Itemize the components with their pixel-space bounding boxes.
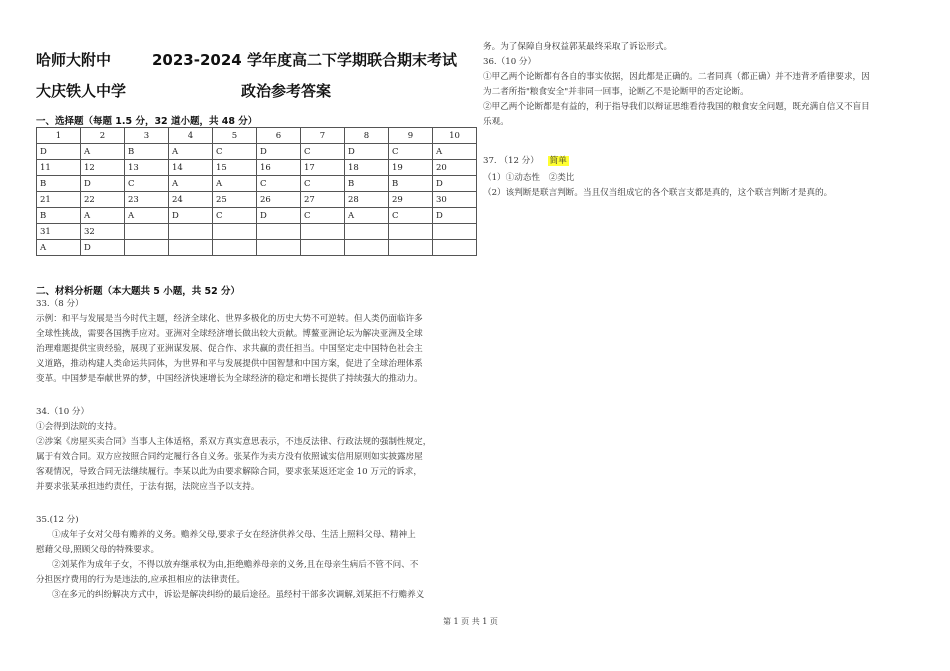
answer-cell	[345, 240, 389, 256]
q37-line1: （1）①动态性 ②类比	[483, 173, 575, 183]
question-number-cell: 10	[433, 128, 477, 144]
q35-line: ①成年子女对父母有赡养的义务。赡养父母,要求子女在经济供养父母、生活上照料父母、精神上	[52, 530, 416, 540]
q34-line: ②涉案《房屋买卖合同》当事人主体适格，系双方真实意思表示，不违反法律、行政法规的强制性规定，	[36, 437, 432, 447]
answer-cell	[213, 240, 257, 256]
question-number-cell: 3	[125, 128, 169, 144]
answer-cell	[389, 240, 433, 256]
answer-cell: B	[345, 176, 389, 192]
q37-header	[483, 154, 832, 169]
question-number-cell: 29	[389, 192, 433, 208]
question-number-cell: 2	[81, 128, 125, 144]
answer-row	[37, 208, 477, 224]
answer-cell: B	[125, 144, 169, 160]
question-number-cell: 15	[213, 160, 257, 176]
question-number-cell: 31	[37, 224, 81, 240]
question-number-cell: 4	[169, 128, 213, 144]
question-number-cell	[389, 224, 433, 240]
q37-line2: （2）该判断是联言判断。当且仅当组成它的各个联言支都是真的，这个联言判断才是真的。	[483, 188, 833, 198]
question-number-cell: 6	[257, 128, 301, 144]
question-number-cell: 18	[345, 160, 389, 176]
q36-line: 为二者所指"粮食安全"并非同一回事，论断乙不是论断甲的否定论断。	[483, 87, 749, 97]
q35-label: 35.(12 分)	[36, 515, 79, 525]
answer-cell: B	[37, 208, 81, 224]
answer-cell: C	[213, 144, 257, 160]
answer-cell: D	[81, 240, 125, 256]
answer-cell	[125, 240, 169, 256]
question-number-row	[37, 192, 477, 208]
q33-line: 治理难题提供宝贵经验，展现了亚洲谋发展、促合作、求共赢的责任担当。中国坚定走中国特色社会主	[36, 344, 423, 354]
q36-line: 乐观。	[483, 117, 509, 127]
answer-cell: C	[257, 176, 301, 192]
answer-cell: A	[169, 176, 213, 192]
question-number-cell	[433, 224, 477, 240]
q34-line: ①会得到法院的支持。	[36, 422, 122, 432]
answer-cell: B	[37, 176, 81, 192]
q37-label: 37. （12 分）	[483, 156, 539, 166]
answer-row	[37, 144, 477, 160]
question-number-cell	[169, 224, 213, 240]
q35-line: ②刘某作为成年子女，不得以放弃继承权为由,拒绝赡养母亲的义务,且在母亲生病后不管不问、不	[52, 560, 419, 570]
q33-line: 全球性挑战，需要各国携手应对。亚洲对全球经济增长做出较大贡献。博鳌亚洲论坛为解决亚洲及全球	[36, 329, 423, 339]
q33-line: 义道路，推动构建人类命运共同体，为世界和平与发展提供中国智慧和中国方案，促进了全球治理体系	[36, 359, 423, 369]
question-number-cell: 30	[433, 192, 477, 208]
question-number-cell: 12	[81, 160, 125, 176]
q35-continuation: 务。为了保障自身权益郭某最终采取了诉讼形式。	[483, 42, 673, 52]
question-number-cell	[301, 224, 345, 240]
question-number-cell: 1	[37, 128, 81, 144]
question-number-cell	[125, 224, 169, 240]
answer-subtitle: 政治参考答案	[241, 82, 332, 100]
question-number-cell: 25	[213, 192, 257, 208]
answer-cell: D	[257, 208, 301, 224]
question-number-cell: 17	[301, 160, 345, 176]
answer-cell: A	[125, 208, 169, 224]
answer-cell: C	[301, 144, 345, 160]
q35-block	[36, 513, 424, 603]
answer-cell: C	[389, 144, 433, 160]
answer-cell: C	[213, 208, 257, 224]
answer-cell	[169, 240, 213, 256]
question-number-cell: 16	[257, 160, 301, 176]
q34-block	[36, 405, 431, 495]
question-number-cell	[257, 224, 301, 240]
answer-cell	[433, 240, 477, 256]
answer-cell: A	[81, 208, 125, 224]
answer-cell: C	[301, 176, 345, 192]
q35-line: 分担医疗费用的行为是违法的,应承担相应的法律责任。	[36, 575, 245, 585]
question-number-cell: 13	[125, 160, 169, 176]
question-number-cell: 7	[301, 128, 345, 144]
q36-line: ①甲乙两个论断都有各自的事实依据，因此都是正确的。二者同真（都正确）并不违背矛盾律要求，因	[483, 72, 870, 82]
answer-cell	[301, 240, 345, 256]
answer-cell: D	[257, 144, 301, 160]
q37-block	[483, 154, 832, 201]
answer-cell	[257, 240, 301, 256]
answer-cell: A	[81, 144, 125, 160]
answer-cell: C	[125, 176, 169, 192]
question-number-cell: 19	[389, 160, 433, 176]
answer-cell: A	[169, 144, 213, 160]
q33-line: 变革。中国梦是奉献世界的梦，中国经济快速增长为全球经济的稳定和增长提供了持续强大的推动力。	[36, 374, 423, 384]
answer-cell: A	[37, 240, 81, 256]
page-footer: 第 1 页 共 1 页	[443, 617, 498, 626]
answer-cell: D	[37, 144, 81, 160]
q34-line: 属于有效合同。双方应按照合同约定履行各自义务。张某作为卖方没有依照诚实信用原则如实披露房屋	[36, 452, 423, 462]
q34-label: 34.（10 分）	[36, 407, 90, 417]
answer-cell: A	[433, 144, 477, 160]
q33-line: 示例：和平与发展是当今时代主题，经济全球化、世界多极化的历史大势不可逆转。但人类仍面临许多	[36, 314, 423, 324]
answer-cell: D	[169, 208, 213, 224]
answer-cell: C	[301, 208, 345, 224]
answer-table	[36, 127, 477, 256]
answer-cell: C	[389, 208, 433, 224]
exam-title: 2023-2024 学年度高二下学期联合期末考试	[152, 51, 457, 69]
answer-cell: A	[345, 208, 389, 224]
answer-cell: D	[81, 176, 125, 192]
answer-cell: A	[213, 176, 257, 192]
question-number-cell	[213, 224, 257, 240]
question-number-cell: 11	[37, 160, 81, 176]
question-number-cell: 5	[213, 128, 257, 144]
question-number-cell: 9	[389, 128, 433, 144]
q35-line: 慰藉父母,照顾父母的特殊要求。	[36, 545, 160, 555]
q36-label: 36.（10 分）	[483, 57, 537, 67]
answer-cell: D	[433, 208, 477, 224]
answer-cell: D	[345, 144, 389, 160]
answer-row	[37, 176, 477, 192]
question-number-row	[37, 128, 477, 144]
answer-cell: D	[433, 176, 477, 192]
question-number-cell: 14	[169, 160, 213, 176]
question-number-cell: 24	[169, 192, 213, 208]
school-name-1: 哈师大附中	[36, 51, 112, 69]
question-number-cell: 28	[345, 192, 389, 208]
section2-heading: 二、材料分析题（本大题共 5 小题，共 52 分）	[36, 286, 241, 297]
question-number-row	[37, 224, 477, 240]
difficulty-tag: 简单	[549, 156, 567, 166]
question-number-cell: 20	[433, 160, 477, 176]
q36-line: ②甲乙两个论断都是有益的，利于指导我们以辩证思维看待我国的粮食安全问题，既充满自信又不盲目	[483, 102, 870, 112]
q34-line: 客观情况，导致合同无法继续履行。李某以此为由要求解除合同，要求张某返还定金 10 万元的诉求，	[36, 467, 422, 477]
question-number-cell	[345, 224, 389, 240]
question-number-cell: 23	[125, 192, 169, 208]
question-number-row	[37, 160, 477, 176]
section1-heading: 一、选择题（每题 1.5 分，32 道小题，共 48 分）	[36, 116, 258, 127]
q34-line: 并要求张某承担违约责任，于法有据，法院应当予以支持。	[36, 482, 260, 492]
question-number-cell: 26	[257, 192, 301, 208]
question-number-cell: 27	[301, 192, 345, 208]
answer-cell: B	[389, 176, 433, 192]
school-name-2: 大庆铁人中学	[36, 82, 127, 100]
q33-block	[36, 297, 423, 387]
question-number-cell: 8	[345, 128, 389, 144]
question-number-cell: 32	[81, 224, 125, 240]
question-number-cell: 22	[81, 192, 125, 208]
right-column-top	[483, 40, 870, 130]
question-number-cell: 21	[37, 192, 81, 208]
q33-label: 33.（8 分）	[36, 299, 84, 309]
q35-line: ③在多元的纠纷解决方式中，诉讼是解决纠纷的最后途径。虽经村干部多次调解,刘某拒不行赡养义	[52, 590, 425, 600]
answer-row	[37, 240, 477, 256]
